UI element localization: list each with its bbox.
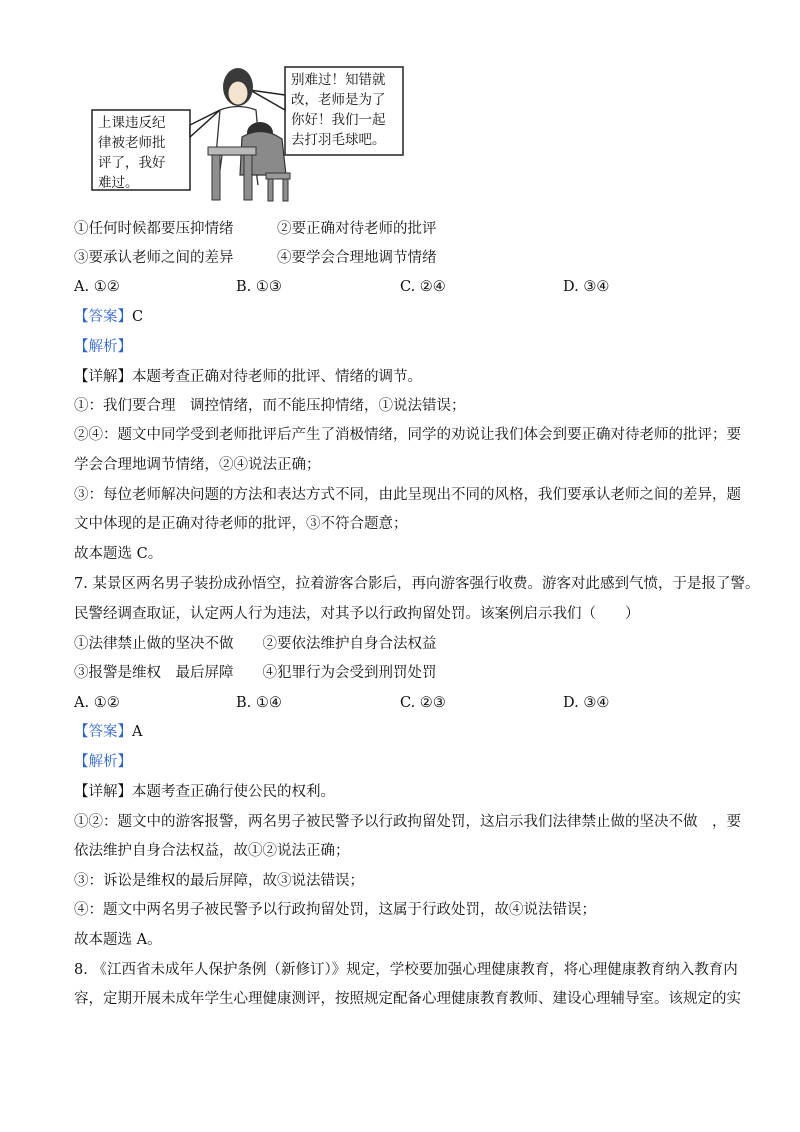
- q6-explanation-1: ①：我们要合理 调控情绪，而不能压抑情绪，①说法错误；: [74, 398, 466, 414]
- q6-answer: C: [132, 309, 144, 325]
- q8-stem-1: 8. 《江西省未成年人保护条例（新修订）》规定，学校要加强心理健康教育，将心理健康教育纳入教育内: [74, 962, 738, 978]
- q6-explanation-2b: 学会合理地调节情绪，②④说法正确；: [74, 457, 321, 473]
- q7-analysis-tag: 【解析】: [74, 754, 132, 770]
- q7-explanation-1b: 依法维护自身合法权益，故①②说法正确；: [74, 843, 350, 859]
- q6-option-c: C. ②④: [400, 279, 446, 295]
- q6-answer-line: [74, 307, 143, 327]
- q7-detail-tag: 【详解】: [74, 784, 132, 800]
- q6-option-d: D. ③④: [563, 279, 610, 295]
- q6-analysis-line: [74, 337, 132, 357]
- q7-detail-line: [74, 782, 335, 802]
- q7-option-b: B. ①④: [236, 695, 282, 711]
- q6-explanation-3b: 文中体现的是正确对待老师的批评，③不符合题意；: [74, 516, 408, 532]
- q7-option-a: A. ①②: [74, 695, 120, 711]
- q7-answer-tag: 【答案】: [74, 724, 132, 740]
- q7-option-d: D. ③④: [563, 695, 610, 711]
- q6-analysis-tag: 【解析】: [74, 339, 132, 355]
- q6-detail: 本题考查正确对待老师的批评、情绪的调节。: [132, 369, 422, 385]
- q7-option-c: C. ②③: [400, 695, 446, 711]
- comic-illustration: [90, 55, 420, 205]
- q7-explanation-1a: ①②：题文中的游客报警，两名男子被民警予以行政拘留处罚，这启示我们法律禁止做的坚决不做 ，要: [74, 814, 741, 830]
- q7-detail: 本题考查正确行使公民的权利。: [132, 784, 335, 800]
- q6-answer-tag: 【答案】: [74, 309, 132, 325]
- q7-answer: A: [132, 724, 143, 740]
- q6-option-b: B. ①③: [236, 279, 282, 295]
- q7-statements-row-1: ①法律禁止做的坚决不做 ②要依法维护自身合法权益: [74, 636, 437, 652]
- q7-stem-1: 7. 某景区两名男子装扮成孙悟空，拉着游客合影后，再向游客强行收费。游客对此感到气愤，于是报了警。: [74, 576, 760, 592]
- q7-answer-line: [74, 722, 142, 742]
- q7-statements-row-2: ③报警是维权 最后屏障 ④犯罪行为会受到刑罚处罚: [74, 665, 437, 681]
- q8-stem-2: 容，定期开展未成年学生心理健康测评，按照规定配备心理健康教育教师、建设心理辅导室。该规定的实: [74, 991, 741, 1007]
- left-bubble-text: 上课违反纪 律被老师批 评了，我好 难过。: [98, 115, 166, 191]
- q6-detail-tag: 【详解】: [74, 369, 132, 385]
- q7-stem-2: 民警经调查取证，认定两人行为违法，对其予以行政拘留处罚。该案例启示我们（ ）: [74, 606, 640, 622]
- right-bubble-text: 别难过！知错就 改，老师是为了 你好！我们一起 去打羽毛球吧。: [291, 72, 386, 148]
- q7-explanation-2: ③：诉讼是维权的最后屏障，故③说法错误；: [74, 873, 364, 889]
- q7-analysis-line: [74, 752, 132, 772]
- q6-statements-row-1: ①任何时候都要压抑情绪 ②要正确对待老师的批评: [74, 221, 437, 237]
- q6-statements-row-2: ③要承认老师之间的差异 ④要学会合理地调节情绪: [74, 250, 437, 266]
- q6-detail-line: [74, 367, 422, 387]
- q7-explanation-3: ④：题文中两名男子被民警予以行政拘留处罚，这属于行政处罚，故④说法错误；: [74, 902, 596, 918]
- q6-explanation-2a: ②④：题文中同学受到老师批评后产生了消极情绪，同学的劝说让我们体会到要正确对待老师的批评；要: [74, 427, 741, 443]
- q6-option-a: A. ①②: [74, 279, 120, 295]
- q7-conclusion: 故本题选 A。: [74, 932, 162, 948]
- q6-conclusion: 故本题选 C。: [74, 546, 163, 562]
- q6-explanation-3a: ③：每位老师解决问题的方法和表达方式不同，由此呈现出不同的风格，我们要承认老师之间的差异，题: [74, 487, 741, 503]
